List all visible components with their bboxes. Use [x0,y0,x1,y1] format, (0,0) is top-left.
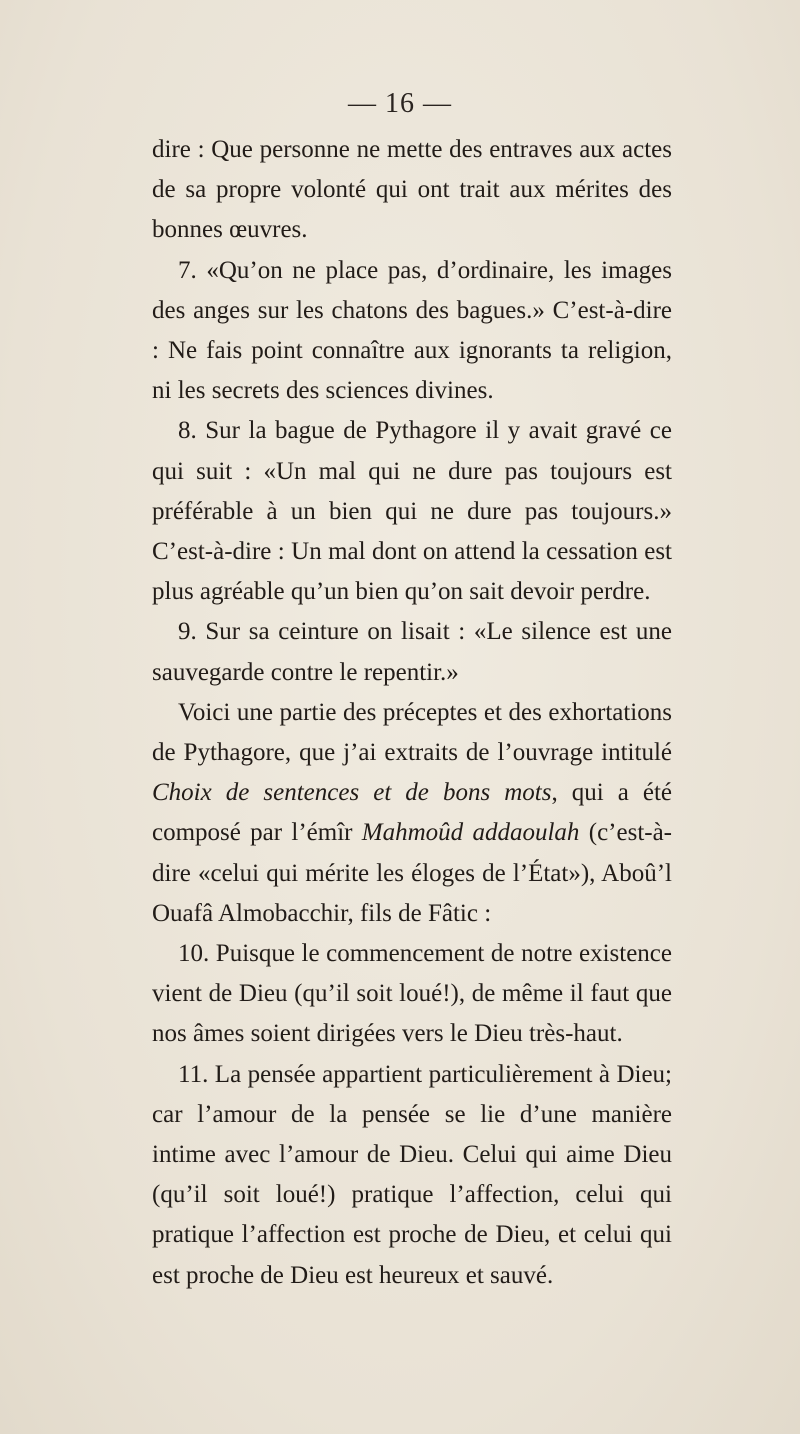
emir-name: Mahmoûd addaoulah [361,819,580,847]
paragraph-8: 8. Sur la bague de Pythagore il y avait gravé ce qui suit : «Un mal qui ne dure pas toujours est préférable à un bien qui ne dure pas toujours.» C’est-à-dire : Un mal dont on attend la cessation est plus agréable qu’un bien qu’on sait devoir perdre. [152,417,672,606]
voici-part-3: (c’est-à-dire «celui qui mérite les éloges de l’État»), Aboû’l Ouafâ Almobacchir, fils de Fâtic : [152,819,673,927]
book-title: Choix de sentences et de bons mots [152,779,552,807]
page-number: — 16 — [348,88,452,119]
voici-part-2: , qui a été composé par l’émîr [152,779,672,847]
paragraph-9: 9. Sur sa ceinture on lisait : «Le silence est une sauvegarde contre le repentir.» [152,618,672,686]
paragraph-intro: dire : Que personne ne mette des entraves aux actes de sa propre volonté qui ont trait aux mérites des bonnes œuvres. [152,136,672,244]
voici-part-1: Voici une partie des préceptes et des exhortations de Pythagore, que j’ai extraits de l’ouvrage intitulé [152,698,672,767]
body-text [152,130,672,1296]
paragraph-7: 7. «Qu’on ne place pas, d’ordinaire, les images des anges sur les chatons des bagues.» C’est-à-dire : Ne fais point connaître aux ignorants ta religion, ni les secrets des sciences divines. [152,256,672,405]
paragraph-10: 10. Puisque le commencement de notre existence vient de Dieu (qu’il soit loué!), de même il faut que nos âmes soient dirigées vers le Dieu très-haut. [152,940,672,1048]
paragraph-11: 11. La pensée appartient particulièrement à Dieu; car l’amour de la pensée se lie d’une manière intime avec l’amour de Dieu. Celui qui aime Dieu (qu’il soit loué!) pratique l’affection, celui qui pratique l’affection est proche de Dieu, et celui qui est proche de Dieu est heureux et sauvé. [152,1060,672,1289]
paragraph-voici [152,693,672,934]
